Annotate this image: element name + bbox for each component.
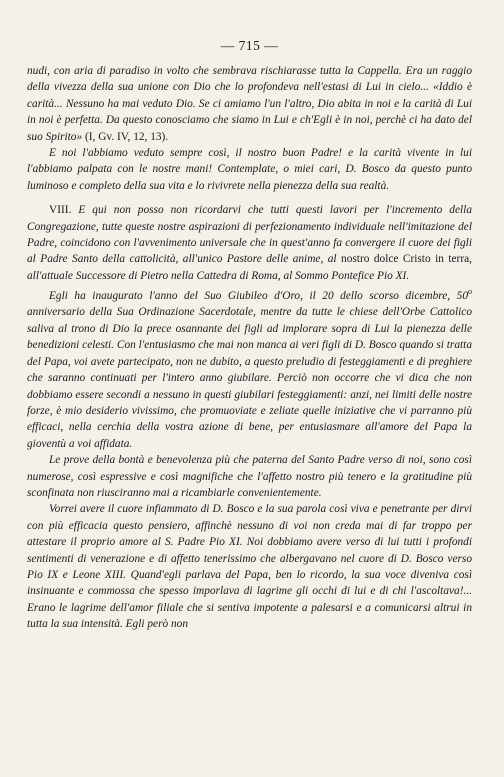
paragraph xyxy=(27,452,472,501)
text-run: nostro dolce Cristo in terra, xyxy=(341,253,472,266)
text-run: all'attuale Successore di Pietro nella Cattedra di Roma, al Sommo Pontefice Pio XI. xyxy=(27,269,410,282)
text-run: Egli ha inaugurato l'anno del Suo Giubileo d'Oro, il 20 dello scorso dicembre, 50 xyxy=(49,290,468,303)
paragraph xyxy=(27,284,472,452)
text-run: Vorrei avere il cuore infiammato di D. Bosco e la sua parola così viva e penetrante per dirvi con più efficacia questo pensiero, affinchè nessuno di voi non creda mai di far troppo per attestare il proprio amore al S. Padre Pio XI. Noi dobbiamo avere verso di lui tutti i profondi sentimenti di venerazione e di affetto tenerissimo che albergavano nel cuore di D. Bosco verso Pio IX e Leone XIII. Quand'egli parlava del Papa, ben lo ricordo, la sua voce diveniva così insinuante e commossa che spesso imporlava di lagrime gli occhi di lui e di chi l'ascoltava!... Erano le lagrime dell'amor filiale che si sentiva impotente a palesarsi e a comunicarsi altrui in tutta la sua intensità. Egli però non xyxy=(27,503,472,631)
text-run: VIII. xyxy=(49,204,72,217)
paragraph xyxy=(27,145,472,194)
paragraph xyxy=(27,501,472,632)
text-run: Le prove della bontà e benevolenza più che paterna del Santo Padre verso di noi, sono così numerose, così espressive e così magnifiche che l'affetto nostro più tenero e la gratitudine più sconfinata non riusciranno mai a ricambiarle convenientemente. xyxy=(27,454,472,499)
text-run: anniversario della Sua Ordinazione Sacerdotale, mentre da tutte le chiese dell'Orbe Cattolico saliva al trono di Dio la prece osannante dei figli ad implorare sopra di Lui la pienezza delle benedizioni celesti. Con l'entusiasmo che mai non manca ai veri figli di D. Bosco quando si tratta del Papa, voi avete partecipato, non ne dubito, a questo preludio di festeggiamenti e di preghiere che saranno continuati per l'intero anno giubilare. Perciò non occorre che vi dica che non dobbiamo essere secondi a nessuno in questi giubilari festeggiamenti: anzi, nei limiti delle nostre forze, è mio desiderio vivissimo, che promuoviate e zeliate quelle iniziative che vi parranno più efficaci, nella cerchia della vostra azione di bene, per entusiasmare all'amore del Papa la gioventù a voi affidata. xyxy=(27,306,472,450)
superscript-text: o xyxy=(468,287,472,297)
text-run: nudi, con aria di paradiso in volto che sembrava rischiarasse tutta la Cappella. Era un raggio della vivezza della sua unione con Dio che lo profondeva nell'estasi di Lui in cielo... «Iddio è carità... Nessuno ha mai veduto Dio. Se ci amiamo l'un l'altro, Dio abita in noi e la carità di Lui in noi è perfetta. Da questo conosciamo che siamo in Lui e ch'Egli è in noi, perchè ci ha dato del suo Spirito» xyxy=(27,65,472,143)
text-run: E qui non posso non ricordarvi che tutti questi lavori per l'incremento della Congregazione, tutte queste nostre aspirazioni di perfezionamento individuale nell'imitazione del Padre, coincidono con l'avvenimento universale che in quest'anno fa convergere il cuore dei figli al Padre Santo della cattolicità, all'unico Pastore delle anime, al xyxy=(27,204,472,266)
page-number: — 715 — xyxy=(220,38,279,53)
text-run: (I, Gv. IV, 12, 13). xyxy=(82,130,169,143)
body-text xyxy=(27,63,472,633)
paragraph xyxy=(27,63,472,145)
paragraph xyxy=(27,202,472,284)
text-run: E noi l'abbiamo veduto sempre così, il nostro buon Padre! e la carità vivente in lui l'abbiamo palpata con le nostre mani! Contemplate, o miei cari, D. Bosco da questo punto luminoso e completo della sua vita e lo rivivrete nella pienezza della sua realtà. xyxy=(27,147,472,192)
